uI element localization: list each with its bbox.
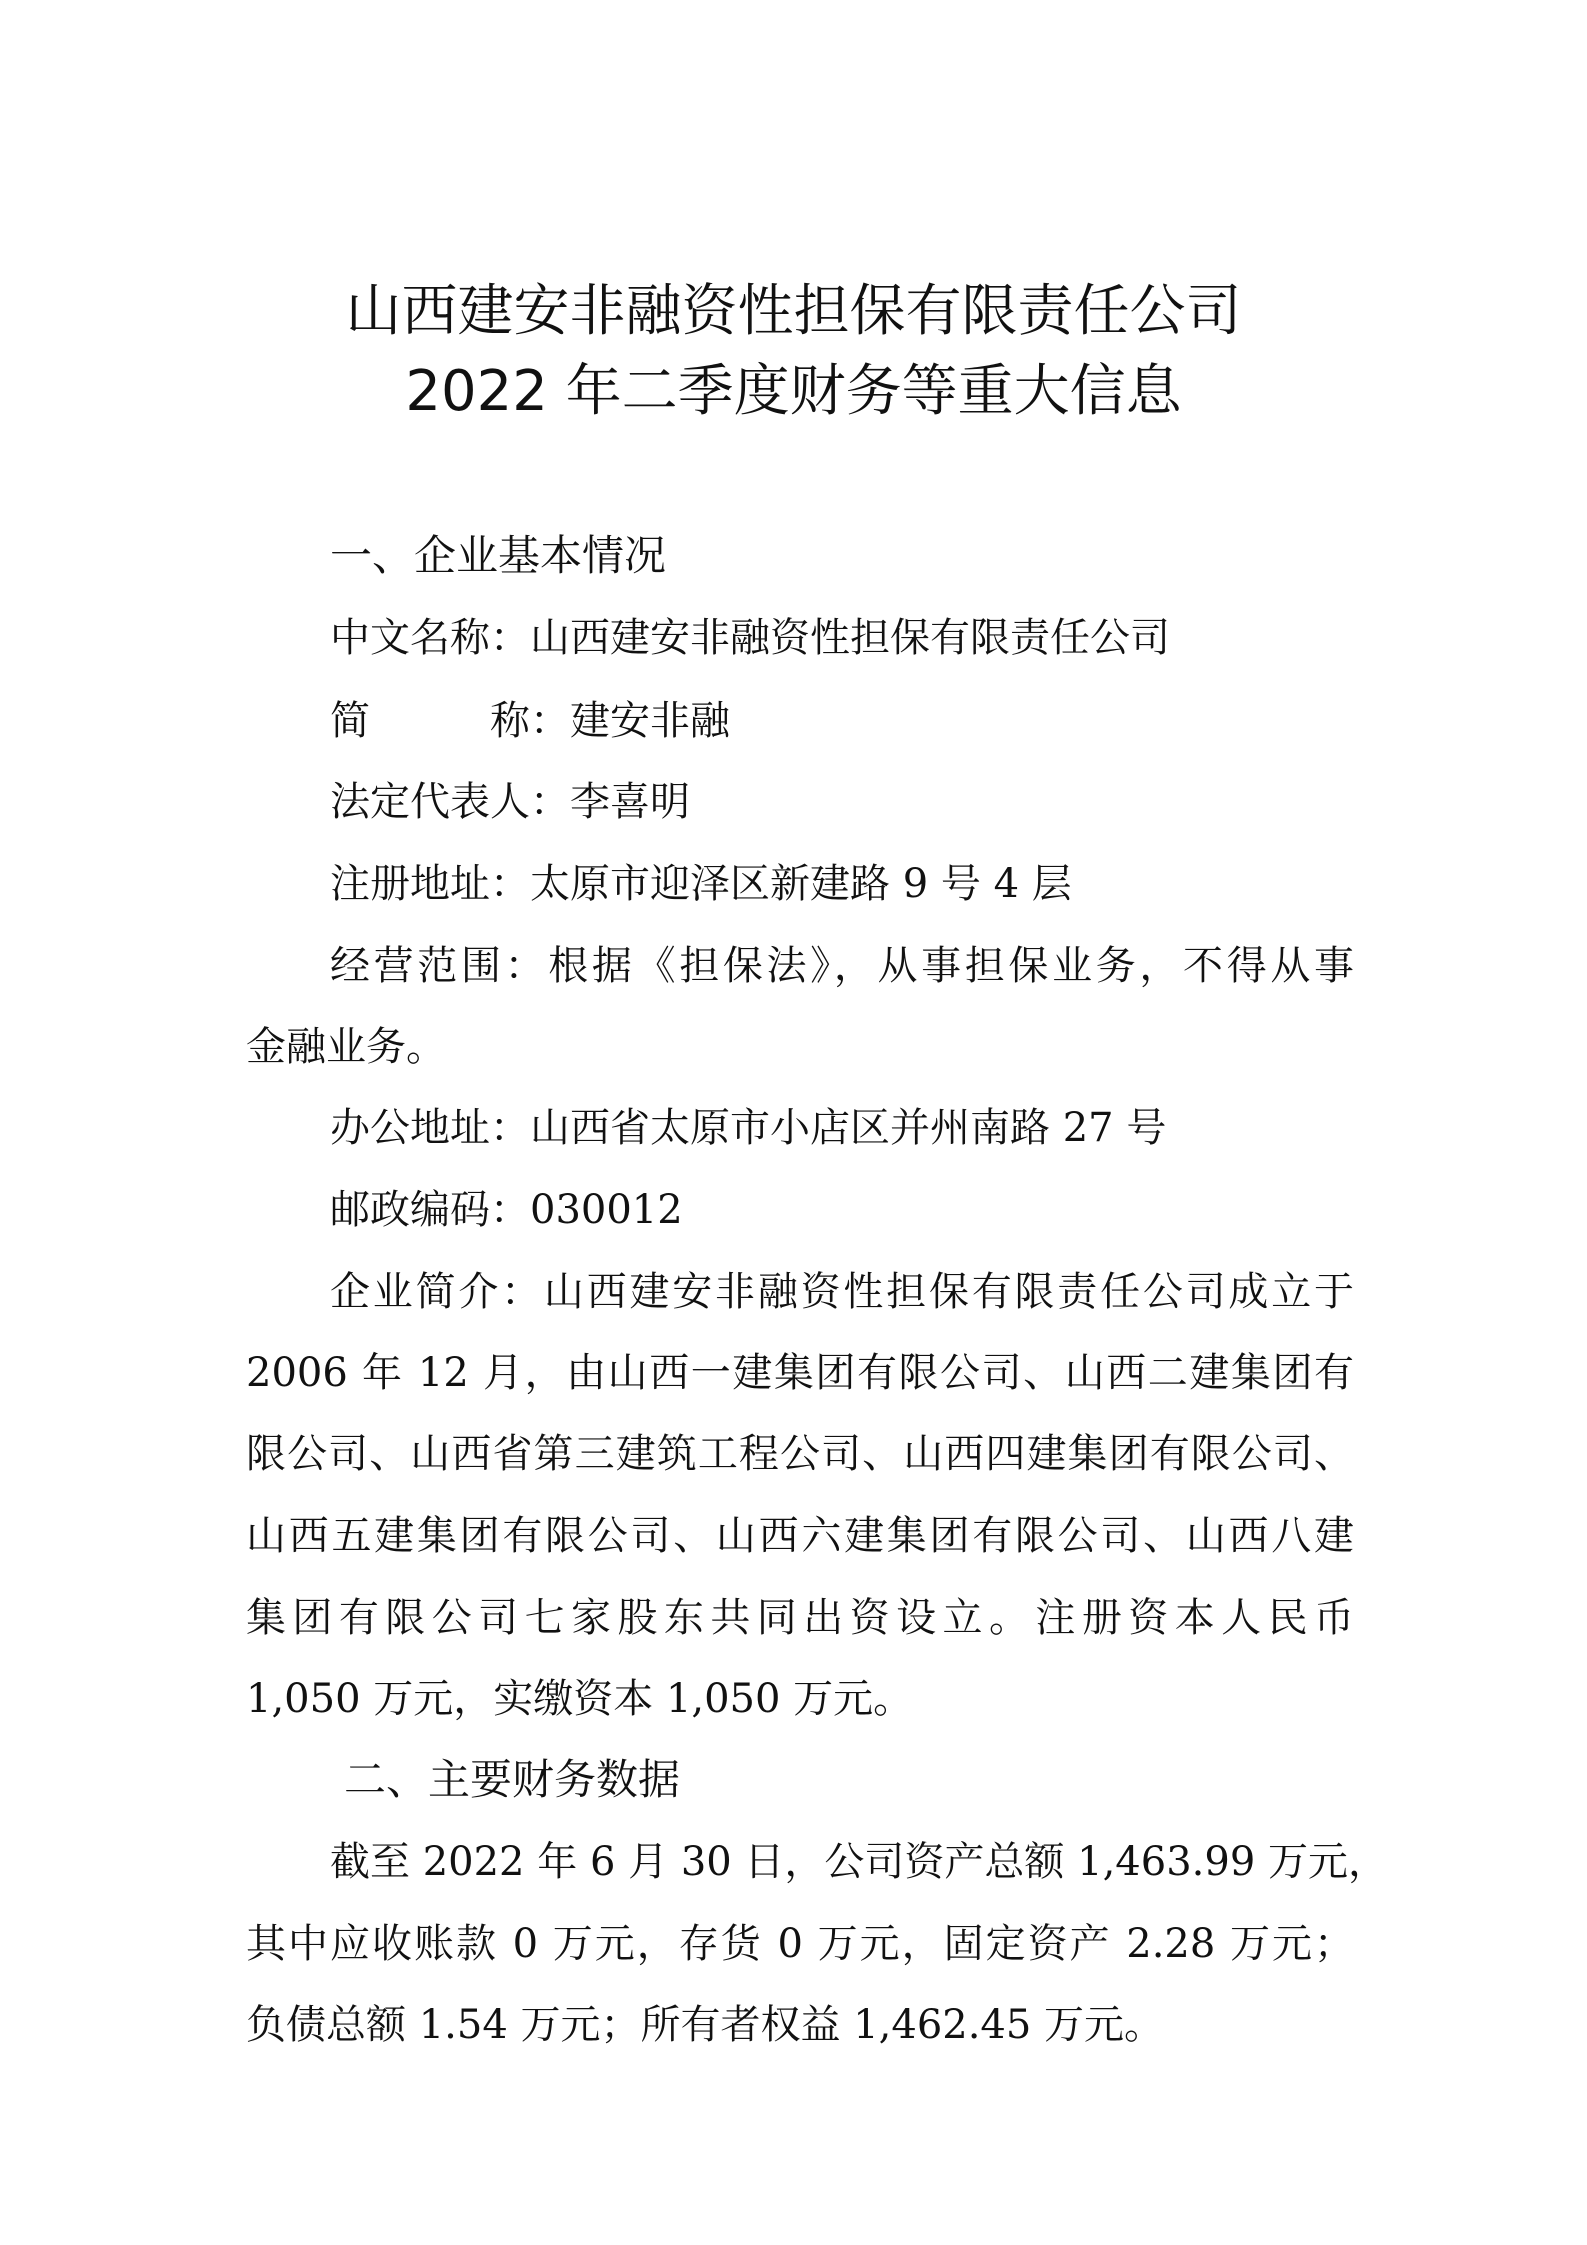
financial-line2: 其中应收账款 0 万元，存货 0 万元，固定资产 2.28 万元； [246, 1921, 1354, 1967]
intro-line5: 集团有限公司七家股东共同出资设立。注册资本人民币 [246, 1595, 1354, 1641]
section2-heading: 二、主要财务数据 [344, 1755, 681, 1804]
short-name-row [330, 697, 730, 745]
short-name-value: 建安非融 [570, 698, 730, 744]
intro-line4: 山西五建集团有限公司、山西六建集团有限公司、山西八建 [246, 1513, 1354, 1559]
legal-rep-label: 法定代表人： [330, 779, 570, 825]
postal-code-value: 030012 [530, 1187, 683, 1233]
postal-code-label: 邮政编码： [330, 1187, 530, 1233]
office-address-row [330, 1104, 1166, 1152]
registered-address-row [330, 860, 1072, 908]
short-name-label-second: 称： [490, 698, 570, 744]
intro-line3: 限公司、山西省第三建筑工程公司、山西四建集团有限公司、 [246, 1431, 1354, 1477]
office-address-value: 山西省太原市小店区并州南路 27 号 [530, 1105, 1167, 1151]
intro-line2: 2006 年 12 月，由山西一建集团有限公司、山西二建集团有 [246, 1350, 1354, 1396]
document-title-line2: 2022 年二季度财务等重大信息 [405, 359, 1182, 424]
section1-heading: 一、企业基本情况 [330, 531, 667, 580]
registered-address-label: 注册地址： [330, 861, 530, 907]
company-name-row [330, 614, 1170, 662]
company-name-value: 山西建安非融资性担保有限责任公司 [530, 615, 1170, 661]
intro-line6: 1,050 万元，实缴资本 1,050 万元。 [246, 1676, 914, 1722]
company-name-label: 中文名称： [330, 615, 530, 661]
intro-line1: 企业简介：山西建安非融资性担保有限责任公司成立于 [330, 1269, 1354, 1315]
business-scope-line1: 经营范围：根据《担保法》，从事担保业务，不得从事 [330, 943, 1354, 989]
legal-rep-value: 李喜明 [570, 779, 690, 825]
registered-address-value: 太原市迎泽区新建路 9 号 4 层 [530, 861, 1072, 907]
document-title-line1: 山西建安非融资性担保有限责任公司 [345, 279, 1242, 344]
financial-line1: 截至 2022 年 6 月 30 日，公司资产总额 1,463.99 万元， [330, 1839, 1388, 1885]
postal-code-row [330, 1186, 683, 1234]
office-address-label: 办公地址： [330, 1105, 530, 1151]
financial-line3: 负债总额 1.54 万元；所有者权益 1,462.45 万元。 [246, 2002, 1165, 2048]
legal-rep-row [330, 778, 690, 826]
short-name-label-first: 简 [330, 698, 370, 744]
business-scope-line2: 金融业务。 [246, 1024, 446, 1070]
